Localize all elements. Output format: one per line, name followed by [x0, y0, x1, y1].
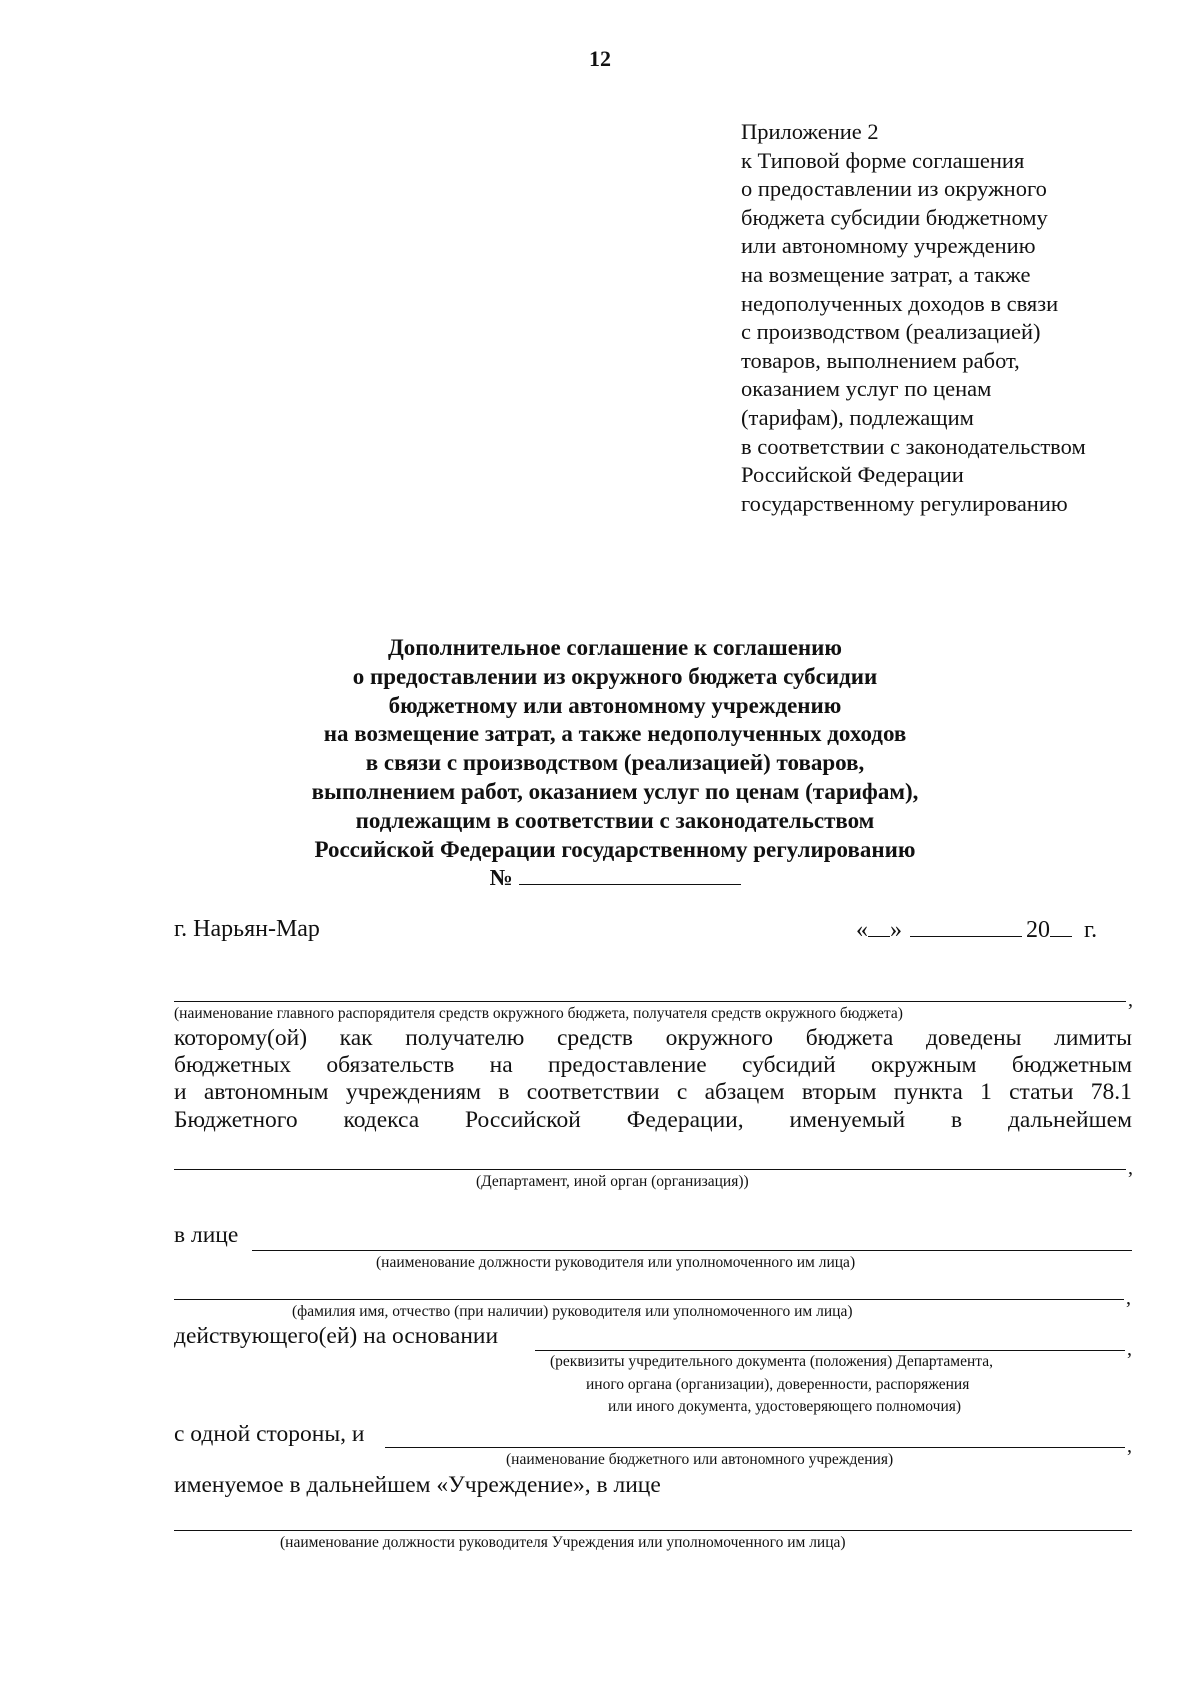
caption-institution: (наименование бюджетного или автономного учреждения)	[506, 1451, 894, 1468]
label-one-side: с одной стороны, и	[174, 1421, 365, 1447]
appendix-line: или автономному учреждению	[741, 233, 1036, 259]
appendix-line: на возмещение затрат, а также	[741, 261, 1031, 287]
label-acting-basis: действующего(ей) на основании	[174, 1323, 499, 1349]
appendix-line: товаров, выполнением работ,	[741, 347, 1020, 373]
day-field[interactable]	[868, 916, 890, 937]
agreement-number-row	[250, 864, 980, 893]
appendix-header	[741, 118, 1161, 518]
body-line: бюджетных обязательств на предоставление субсидий окружным бюджетным	[174, 1052, 1132, 1079]
city-name: г. Нарьян-Мар	[174, 916, 320, 942]
number-sign: №	[489, 865, 513, 891]
caption-department: (Департамент, иной орган (организация))	[476, 1173, 749, 1190]
title-line: Российской Федерации государственному регулированию	[314, 836, 916, 862]
title-line: подлежащим в соответствии с законодательством	[355, 807, 875, 833]
appendix-line: Российской Федерации	[741, 462, 964, 488]
title-line: бюджетному или автономному учреждению	[388, 692, 842, 718]
year-prefix: 20	[1026, 917, 1050, 943]
appendix-line: оказанием услуг по ценам	[741, 376, 992, 402]
body-line: и автономным учреждениям в соответствии с абзацем вторым пункта 1 статьи 78.1	[174, 1079, 1132, 1106]
label-hereinafter: именуемое в дальнейшем «Учреждение», в лице	[174, 1472, 661, 1498]
body-line: которому(ой) как получателю средств окружного бюджета доведены лимиты	[174, 1025, 1132, 1051]
label-in-person: в лице	[174, 1222, 239, 1248]
quote-open: «	[856, 917, 868, 943]
institution-field[interactable]	[385, 1447, 1125, 1448]
title-line: на возмещение затрат, а также недополученных доходов	[323, 721, 907, 747]
title-line: о предоставлении из окружного бюджета субсидии	[352, 663, 878, 689]
fio-field[interactable]	[174, 1299, 1124, 1300]
title-line: выполнением работ, оказанием услуг по ценам (тарифам),	[311, 778, 919, 804]
comma: ,	[1128, 1157, 1133, 1179]
title-line: Дополнительное соглашение к соглашению	[387, 635, 843, 660]
institution-head-field[interactable]	[174, 1530, 1132, 1531]
quote-close: »	[890, 917, 902, 943]
appendix-line: о предоставлении из окружного	[741, 176, 1047, 202]
distributor-field[interactable]	[174, 1001, 1126, 1002]
comma: ,	[1127, 1338, 1132, 1360]
appendix-line: в соответствии с законодательством	[741, 433, 1086, 459]
document-title	[250, 634, 980, 893]
caption-basis-line-3: или иного документа, удостоверяющего полномочия)	[608, 1398, 962, 1415]
appendix-line: бюджета субсидии бюджетному	[741, 204, 1048, 230]
page-number: 12	[589, 46, 611, 71]
comma: ,	[1126, 1287, 1131, 1309]
comma: ,	[1127, 1435, 1132, 1457]
caption-position: (наименование должности руководителя или уполномоченного им лица)	[376, 1254, 856, 1271]
department-field[interactable]	[174, 1169, 1126, 1170]
year-field[interactable]	[1050, 916, 1072, 937]
month-field[interactable]	[910, 916, 1022, 937]
appendix-line: (тарифам), подлежащим	[741, 404, 974, 430]
body-line: Бюджетного кодекса Российской Федерации, именуемый в дальнейшем	[174, 1106, 1132, 1133]
title-line: в связи с производством (реализацией) товаров,	[365, 750, 865, 776]
position-field[interactable]	[252, 1250, 1132, 1251]
basis-field[interactable]	[535, 1350, 1125, 1351]
appendix-line: с производством (реализацией)	[741, 319, 1041, 345]
comma: ,	[1128, 989, 1133, 1011]
appendix-line: недополученных доходов в связи	[741, 290, 1059, 316]
agreement-number-field[interactable]	[519, 864, 741, 885]
caption-fio: (фамилия имя, отчество (при наличии) руководителя или уполномоченного им лица)	[292, 1303, 853, 1320]
body-paragraph	[174, 1025, 1132, 1134]
appendix-line: к Типовой форме соглашения	[741, 147, 1025, 173]
year-suffix: г.	[1084, 917, 1098, 943]
caption-distributor: (наименование главного распорядителя средств окружного бюджета, получателя средств окружного бюджета)	[174, 1005, 903, 1022]
caption-institution-head: (наименование должности руководителя Учреждения или уполномоченного им лица)	[280, 1534, 846, 1551]
appendix-line: Приложение 2	[741, 119, 879, 144]
caption-basis-line-2: иного органа (организации), доверенности, распоряжения	[586, 1376, 970, 1393]
caption-basis-line-1: (реквизиты учредительного документа (положения) Департамента,	[550, 1353, 994, 1370]
appendix-line: государственному регулированию	[741, 490, 1068, 516]
date-field	[856, 916, 1097, 944]
